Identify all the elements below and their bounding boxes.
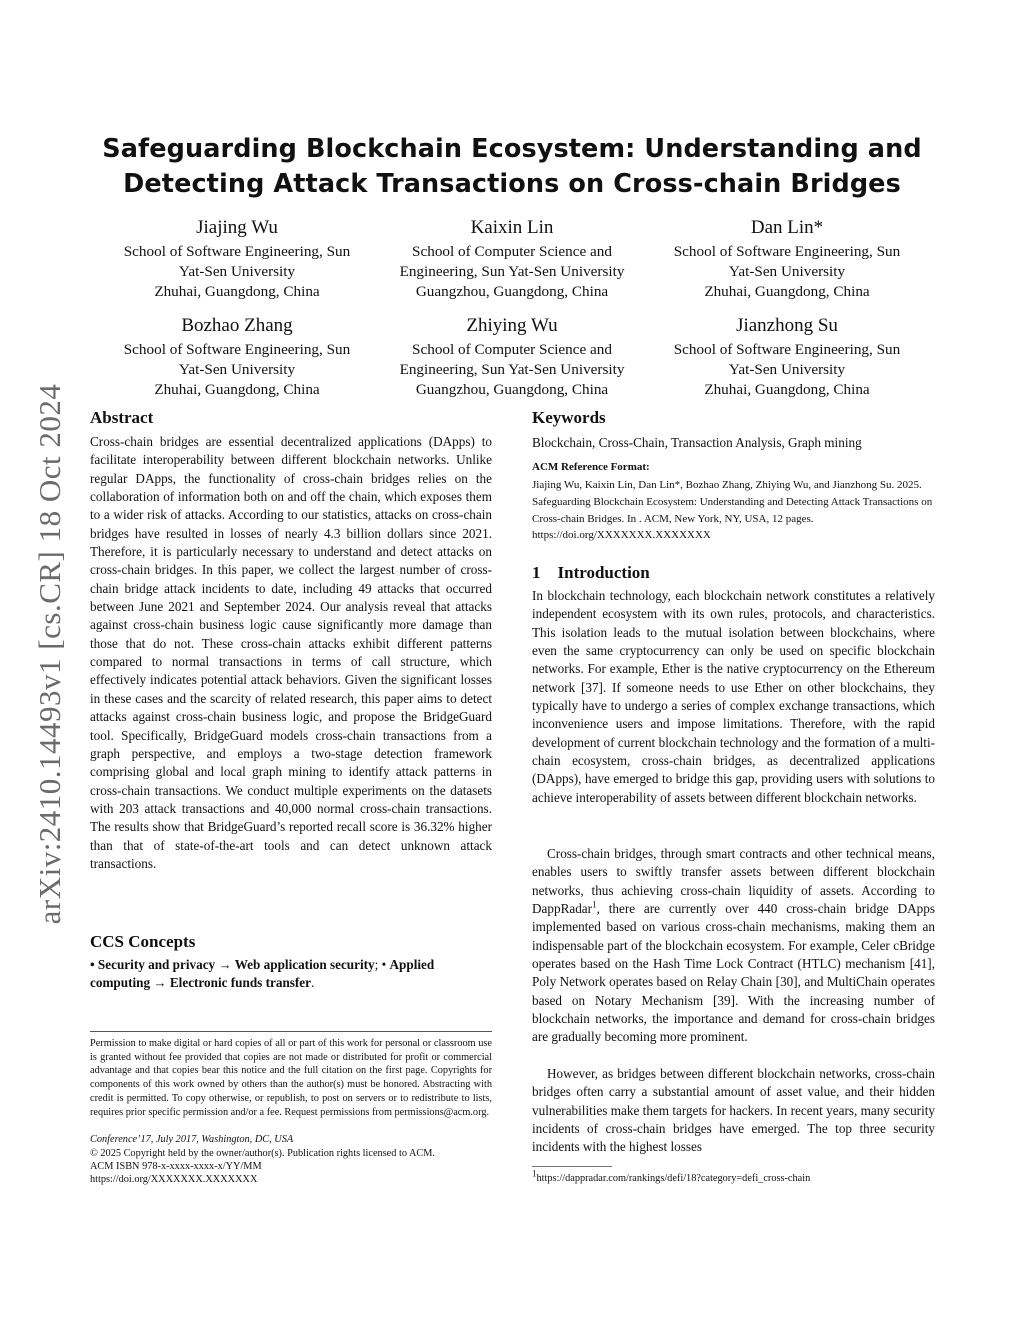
author-name: Jiajing Wu xyxy=(196,217,278,238)
abstract-heading: Abstract xyxy=(90,408,154,427)
ccs-bullet: • xyxy=(90,957,98,972)
footnote xyxy=(532,1168,935,1186)
author-location: Guangzhou, Guangdong, China xyxy=(415,283,609,300)
author-name: Kaixin Lin xyxy=(470,217,554,238)
intro-paragraph-2-text: Cross-chain bridges, through smart contracts and other technical means, enables users to swiftly transfer assets between different blockchain networks, thus achieving cross-chain liquidity of assets. According to DappRadar xyxy=(532,846,935,917)
author-affiliation-line: Yat-Sen University xyxy=(728,263,846,280)
paper-title xyxy=(100,132,924,202)
permission-notice: Permission to make digital or hard copies of all or part of this work for personal or classroom use is granted without fee provided that copies are not made or distributed for profit or commercial advantage and that copies bear this notice and the full citation on the first page. Copyrights for components of this work owned by others than the author(s) must be honored. Abstracting with credit is permitted. To copy otherwise, or republish, to post on servers or to redistribute to lists, requires prior specific permission and/or a fee. Request permissions from permissions@acm.org. xyxy=(90,1038,492,1118)
intro-paragraph-1: In blockchain technology, each blockchain network constitutes a relatively independent ecosystem with its own rules, protocols, and characteristics. This isolation leads to the mutual isolation between blockchains, where even the same cryptocurrency can only be used on specific blockchain networks. For example, Ether is the native cryptocurrency on the Ethereum network [37]. If someone needs to use Ether on other blockchains, they typically have to undergo a series of complex exchange transactions, which inconvenience users and impose limitations. Therefore, with the rapid development of current blockchain technology and the formation of a multi-chain ecosystem, cross-chain bridges, as decentralized applications (DApps), have emerged to bridge this gap, providing users with solutions to achieve interoperability of assets between different blockchain networks. xyxy=(532,588,935,805)
author-affiliation-line: Engineering, Sun Yat-Sen University xyxy=(399,263,625,280)
doi: https://doi.org/XXXXXXX.XXXXXXX xyxy=(90,1174,258,1185)
arxiv-identifier xyxy=(30,360,70,948)
author-affiliation-line: School of Computer Science and xyxy=(412,243,612,260)
isbn: ACM ISBN 978-x-xxxx-xxxx-x/YY/MM xyxy=(90,1161,262,1172)
title-line-1: Safeguarding Blockchain Ecosystem: Understanding and xyxy=(102,134,922,164)
author-block xyxy=(102,216,372,302)
ccs-term: Applied computing xyxy=(90,957,435,991)
author-name: Zhiying Wu xyxy=(466,315,558,336)
author-name: Dan Lin* xyxy=(750,217,824,238)
ccs-arrow: → xyxy=(215,957,235,972)
author-location: Zhuhai, Guangdong, China xyxy=(704,283,870,300)
ccs-heading: CCS Concepts xyxy=(90,932,196,951)
intro-paragraph-2 xyxy=(532,845,935,1047)
keywords-heading: Keywords xyxy=(532,408,606,427)
footnote-mark: 1 xyxy=(532,1168,537,1179)
author-affiliation-line: School of Software Engineering, Sun xyxy=(673,243,901,260)
author-block xyxy=(102,314,372,400)
author-affiliation-line: School of Software Engineering, Sun xyxy=(123,341,351,358)
author-affiliation-line: Yat-Sen University xyxy=(178,361,296,378)
ccs-concepts-text xyxy=(90,956,492,993)
author-block xyxy=(652,216,922,302)
author-affiliation-line: School of Software Engineering, Sun xyxy=(673,341,901,358)
footnote-divider xyxy=(532,1166,612,1167)
intro-paragraph-2-text: , there are currently over 440 cross-chain bridge DApps implemented based on various cross-chain mechanisms, making them an indispensable part of the blockchain ecosystem. For example, Celer cBridge operates based on the Hash Time Lock Contract (HTLC) mechanism [41], Poly Network operates based on Relay Chain [30], and MultiChain operates based on Notary Mechanism [39]. With the increasing number of blockchain networks, the importance and demand for cross-chain bridges are gradually becoming more prominent. xyxy=(532,901,935,1045)
author-affiliation-line: School of Computer Science and xyxy=(412,341,612,358)
author-location: Zhuhai, Guangdong, China xyxy=(154,381,320,398)
author-name: Bozhao Zhang xyxy=(181,315,293,336)
acm-reference-text: Jiajing Wu, Kaixin Lin, Dan Lin*, Bozhao Zhang, Zhiying Wu, and Jianzhong Su. 2025. Safeguarding Blockchain Ecosystem: Understanding and Detecting Attack Transactions on Cross-chain Bridges. In . ACM, New York, NY, USA, 12 pages. https://doi.org/XXXXXXX.XXXXXXX xyxy=(532,479,933,542)
author-affiliation-line: School of Software Engineering, Sun xyxy=(123,243,351,260)
title-line-2: Detecting Attack Transactions on Cross-chain Bridges xyxy=(123,169,901,199)
ccs-separator: ; • xyxy=(374,957,390,972)
author-block xyxy=(377,216,647,302)
copyright-notice: © 2025 Copyright held by the owner/author(s). Publication rights licensed to ACM. xyxy=(90,1148,436,1159)
keywords-text: Blockchain, Cross-Chain, Transaction Analysis, Graph mining xyxy=(532,435,862,450)
author-affiliation-line: Yat-Sen University xyxy=(728,361,846,378)
author-affiliation-line: Engineering, Sun Yat-Sen University xyxy=(399,361,625,378)
author-affiliation-line: Yat-Sen University xyxy=(178,263,296,280)
ccs-arrow: → xyxy=(150,975,170,991)
acm-reference-heading: ACM Reference Format: xyxy=(532,461,650,473)
author-name: Jianzhong Su xyxy=(736,315,838,336)
author-location: Zhuhai, Guangdong, China xyxy=(154,283,320,300)
arxiv-identifier-text: arXiv:2410.14493v1 [cs.CR] 18 Oct 2024 xyxy=(32,383,67,925)
author-block xyxy=(377,314,647,400)
ccs-end: . xyxy=(311,975,315,991)
intro-paragraph-3: However, as bridges between different blockchain networks, cross-chain bridges often carry a substantial amount of asset value, and their hidden vulnerabilities make them targets for hackers. In recent years, many security incidents of cross-chain bridges have emerged. The top three security incidents with the highest losses xyxy=(532,1066,935,1155)
conference-info: Conference’17, July 2017, Washington, DC, USA xyxy=(90,1134,294,1145)
author-location: Zhuhai, Guangdong, China xyxy=(704,381,870,398)
ccs-term: Electronic funds transfer xyxy=(169,975,312,991)
author-location: Guangzhou, Guangdong, China xyxy=(415,381,609,398)
abstract-text: Cross-chain bridges are essential decentralized applications (DApps) to facilitate interoperability between different blockchain networks. Unlike regular DApps, the functionality of cross-chain bridges relies on the collaboration of information both on and off the chain, which exposes them to a wider risk of attacks. According to our statistics, attacks on cross-chain bridges have resulted in losses of nearly 4.3 billion dollars since 2021. Therefore, it is particularly necessary to understand and detect attacks on cross-chain bridges. In this paper, we collect the largest number of cross-chain bridge attack incidents to date, including 49 attacks that occurred between June 2021 and September 2024. Our analysis reveal that attacks against cross-chain business logic cause significantly more damage than those that do not. These cross-chain attacks exhibit different patterns compared to normal transactions in terms of call structure, which effectively indicates potential attack behaviors. Given the significant losses in these cases and the scarcity of related research, this paper aims to detect attacks against cross-chain business logic, and propose the BridgeGuard tool. Specifically, BridgeGuard models cross-chain transactions from a graph perspective, and employs a two-stage detection framework comprising global and local graph mining to identify attack patterns in cross-chain transactions. We conduct multiple experiments on the datasets with 203 attack transactions and 40,000 normal cross-chain transactions. The results show that BridgeGuard’s reported recall score is 36.32% higher than that of state-of-the-art tools and can detect unknown attack transactions. xyxy=(90,434,492,871)
introduction-heading: 1 Introduction xyxy=(532,563,650,582)
footnote-url: https://dappradar.com/rankings/defi/18?category=defi_cross-chain xyxy=(536,1173,811,1184)
ccs-term: Security and privacy xyxy=(97,957,216,972)
permission-divider xyxy=(90,1031,492,1032)
ccs-term: Web application security xyxy=(234,957,375,972)
footnote-marker: 1 xyxy=(592,899,597,910)
author-block xyxy=(652,314,922,400)
